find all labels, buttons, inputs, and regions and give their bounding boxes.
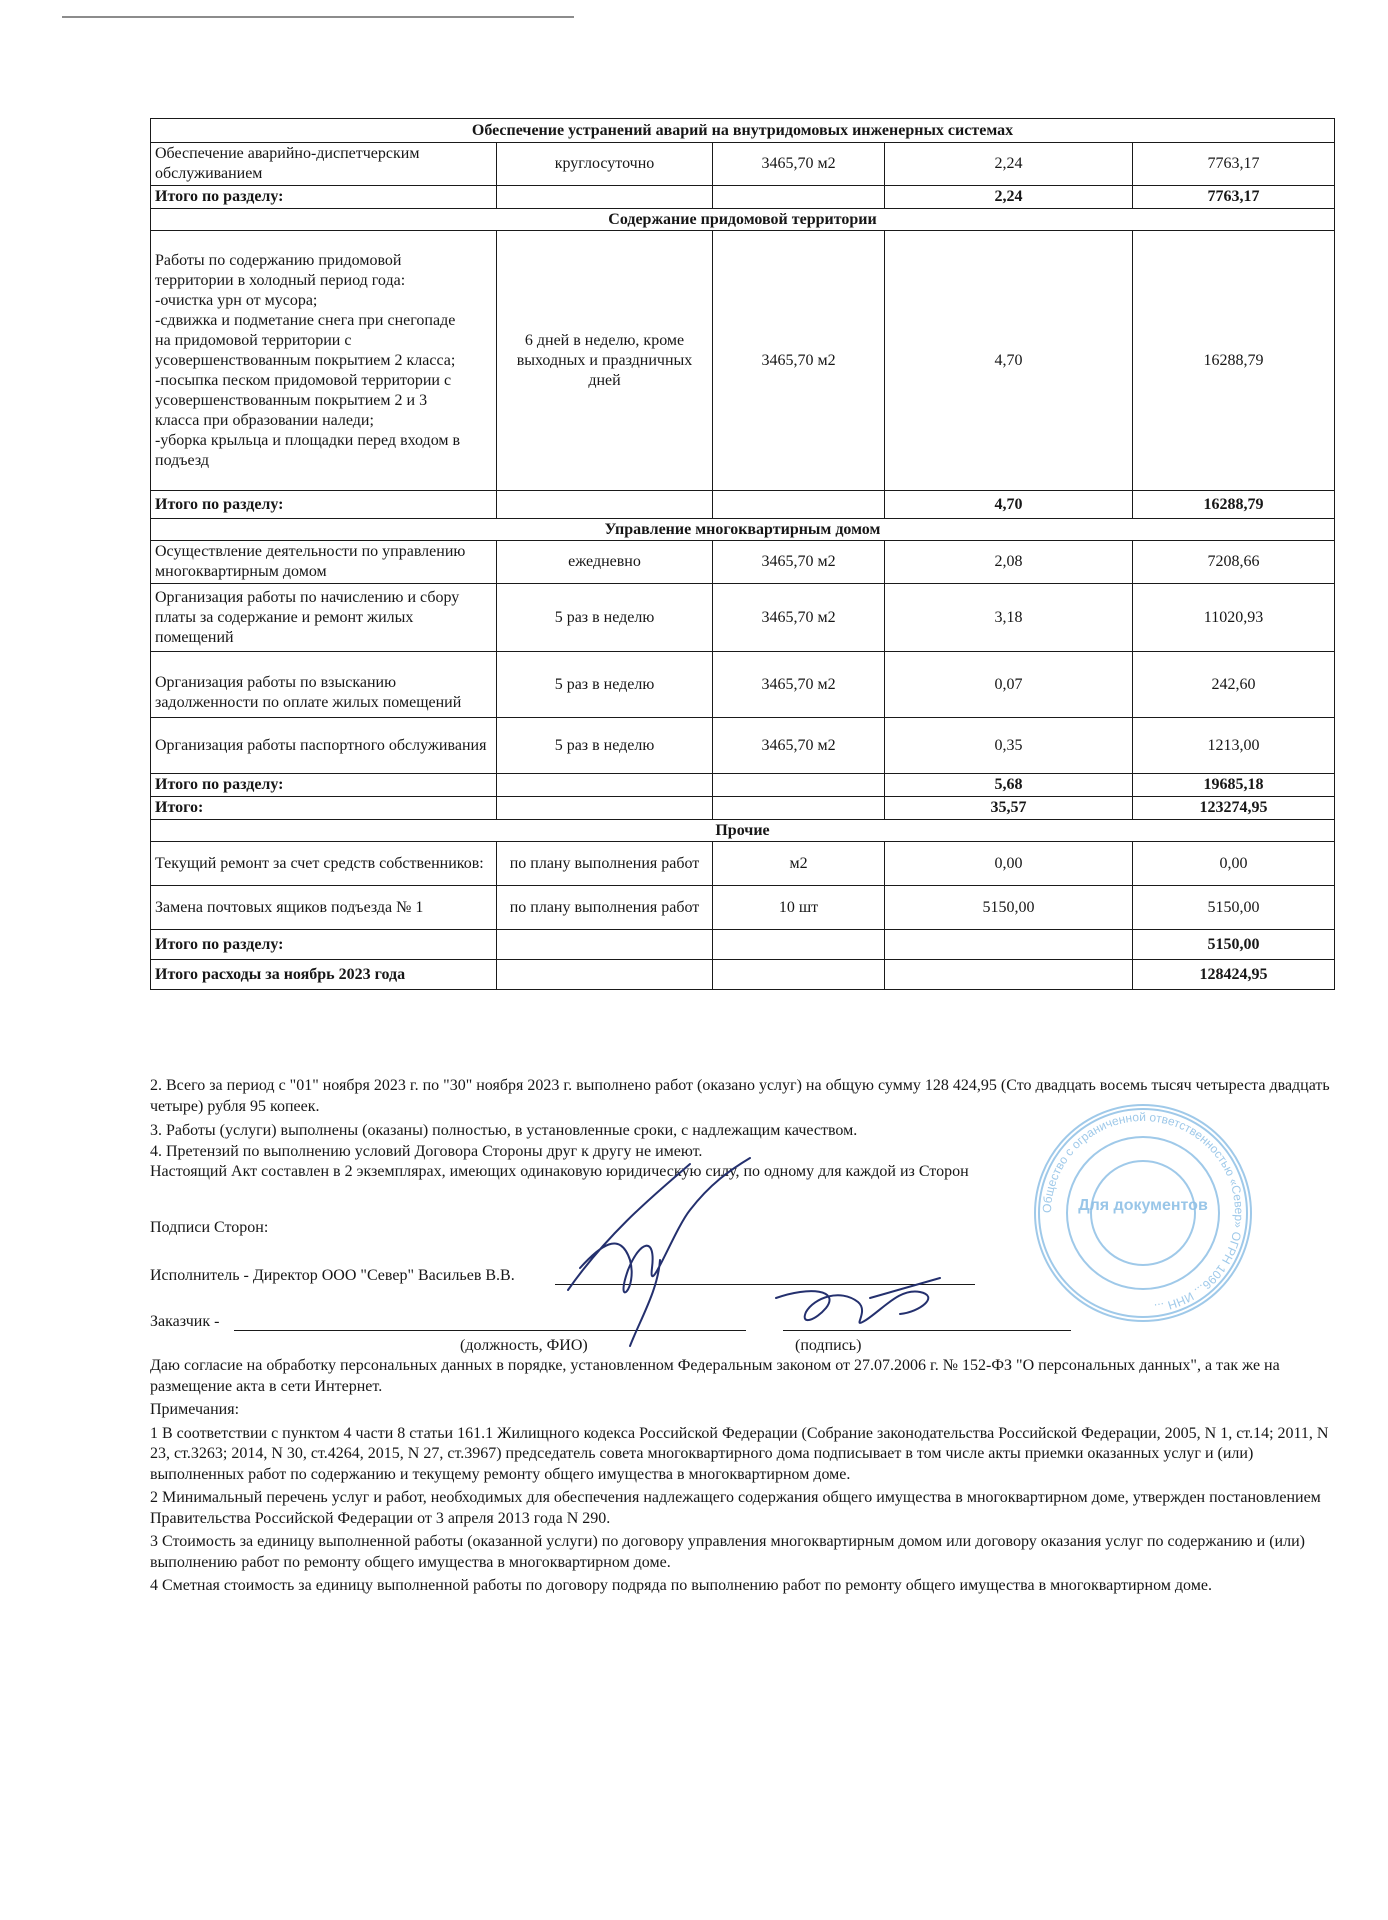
empty-cell: [713, 774, 885, 797]
service-name: Организация работы по взысканию задолженности по оплате жилых помещений: [151, 652, 497, 718]
service-sum: 1213,00: [1133, 718, 1335, 774]
name-line: -сдвижка и подметание снега при снегопаде: [155, 311, 456, 329]
service-rate: 2,24: [885, 143, 1133, 186]
service-sum: 16288,79: [1133, 231, 1335, 491]
copies-paragraph: Настоящий Акт составлен в 2 экземплярах, имеющих одинаковую юридическую силу, по одному для каждой из Сторон: [150, 1163, 969, 1180]
service-rate: 0,00: [885, 842, 1133, 886]
name-line: усовершенствованным покрытием 2 класса;: [155, 351, 456, 369]
frequency-line: дней: [588, 371, 621, 389]
service-area: м2: [713, 842, 885, 886]
note-2: 2 Минимальный перечень услуг и работ, необходимых для обеспечения надлежащего содержания общего имущества в многоквартирном доме, утвержден постановлением Правительства Российской Федерации от 3 апреля 2013 года N 290.: [150, 1489, 1321, 1527]
service-frequency: [497, 231, 713, 491]
empty-cell: [497, 930, 713, 960]
service-area: 3465,70 м2: [713, 231, 885, 491]
total-rate: 5,68: [885, 774, 1133, 797]
quality-paragraph: 3. Работы (услуги) выполнены (оказаны) полностью, в установленные сроки, с надлежащим качеством.: [150, 1122, 858, 1139]
frequency-line: 6 дней в неделю, кроме: [524, 331, 685, 349]
service-name: Обеспечение аварийно-диспетчерским обслуживанием: [151, 143, 497, 186]
executor-handwritten-signature: [540, 1150, 780, 1350]
grand-total-rate: 35,57: [885, 797, 1133, 820]
service-frequency: круглосуточно: [497, 143, 713, 186]
grand-total-row: [151, 797, 1335, 820]
table-row: [151, 718, 1335, 774]
empty-cell: [885, 960, 1133, 990]
empty-cell: [713, 960, 885, 990]
position-caption: (должность, ФИО): [460, 1337, 588, 1354]
signatures-heading: Подписи Сторон:: [150, 1219, 269, 1236]
table-row: [151, 842, 1335, 886]
service-rate: 5150,00: [885, 886, 1133, 930]
total-label: Итого по разделу:: [151, 186, 497, 209]
table-row: [151, 541, 1335, 584]
section-title: Содержание придомовой территории: [151, 209, 1335, 231]
total-rate: 4,70: [885, 491, 1133, 519]
name-line: на придомовой территории с: [155, 331, 352, 349]
service-sum: 7763,17: [1133, 143, 1335, 186]
service-name: Организация работы по начислению и сбору платы за содержание и ремонт жилых помещений: [151, 584, 497, 652]
service-sum: 0,00: [1133, 842, 1335, 886]
service-sum: 7208,66: [1133, 541, 1335, 584]
service-rate: 0,07: [885, 652, 1133, 718]
section-total-row: [151, 930, 1335, 960]
section-header-row: [151, 119, 1335, 143]
service-sum: 5150,00: [1133, 886, 1335, 930]
note-1: 1 В соответствии с пунктом 4 части 8 статьи 161.1 Жилищного кодекса Российской Федерации (Собрание законодательства Российской Федерации, 2005, N 1, ст.14; 2011, N 23, ст.3263; 2014, N 30, ст.4264, 2015, N 27, ст.3967) председатель совета многоквартирного дома подписывает в том числе акты приемки оказанных услуг и (или) выполненных работ по содержанию и текущему ремонту общего имущества в многоквартирном доме.: [150, 1424, 1329, 1483]
empty-cell: [713, 930, 885, 960]
month-total-sum: 128424,95: [1133, 960, 1335, 990]
signature-caption: (подпись): [795, 1337, 862, 1354]
service-frequency: по плану выполнения работ: [497, 842, 713, 886]
stamp-ring-text: Общество с ограниченной ответственностью «Север» ОГРН 1096... ИНН ...: [1039, 1109, 1247, 1316]
claims-paragraph: 4. Претензий по выполнению условий Договора Стороны друг к другу не имеют.: [150, 1142, 703, 1160]
service-rate: 2,08: [885, 541, 1133, 584]
empty-cell: [885, 930, 1133, 960]
total-label: Итого по разделу:: [151, 930, 497, 960]
name-line: подъезд: [155, 451, 209, 469]
empty-cell: [497, 186, 713, 209]
service-name: Текущий ремонт за счет средств собственников:: [151, 842, 497, 886]
section-header-row: [151, 519, 1335, 541]
service-rate: 4,70: [885, 231, 1133, 491]
empty-cell: [497, 491, 713, 519]
service-area: 3465,70 м2: [713, 584, 885, 652]
total-label: Итого по разделу:: [151, 774, 497, 797]
service-frequency: 5 раз в неделю: [497, 584, 713, 652]
name-line: класса при образовании наледи;: [155, 411, 374, 429]
service-area: 3465,70 м2: [713, 541, 885, 584]
note-4: 4 Сметная стоимость за единицу выполненной работы по договору подряда по выполнению работ по ремонту общего имущества в многоквартирном доме.: [150, 1577, 1212, 1594]
total-sum: 7763,17: [1133, 186, 1335, 209]
service-rate: 3,18: [885, 584, 1133, 652]
section-total-row: [151, 491, 1335, 519]
service-area: 3465,70 м2: [713, 718, 885, 774]
section-header-row: [151, 820, 1335, 842]
grand-total-label: Итого:: [151, 797, 497, 820]
services-table: [150, 118, 1335, 990]
table-row: [151, 584, 1335, 652]
section-header-row: [151, 209, 1335, 231]
service-rate: 0,35: [885, 718, 1133, 774]
note-3: 3 Стоимость за единицу выполненной работы (оказанной услуги) по договору управления многоквартирным домом или договору оказания услуг по содержанию и (или) выполнению работ по ремонту общего имущества в многоквартирном доме.: [150, 1533, 1305, 1571]
name-line: Работы по содержанию придомовой: [155, 251, 402, 269]
consent-paragraph: Даю согласие на обработку персональных данных в порядке, установленном Федеральным законом от 27.07.2006 г. № 152-ФЗ "О персональных данных", а так же на размещение акта в сети Интернет.: [150, 1357, 1280, 1395]
table-row: [151, 652, 1335, 718]
table-row: [151, 231, 1335, 491]
total-sum: 16288,79: [1133, 491, 1335, 519]
service-name: Осуществление деятельности по управлению многоквартирным домом: [151, 541, 497, 584]
total-rate: 2,24: [885, 186, 1133, 209]
service-sum: 242,60: [1133, 652, 1335, 718]
service-area: 3465,70 м2: [713, 143, 885, 186]
name-line: усовершенствованным покрытием 2 и 3: [155, 391, 428, 409]
empty-cell: [713, 797, 885, 820]
notes-heading: Примечания:: [150, 1401, 240, 1418]
name-line: территории в холодный период года:: [155, 271, 406, 289]
frequency-line: выходных и праздничных: [516, 351, 693, 369]
customer-handwritten-signature: [770, 1268, 950, 1348]
service-name: Замена почтовых ящиков подъезда № 1: [151, 886, 497, 930]
table-row: [151, 143, 1335, 186]
section-title: Прочие: [151, 820, 1335, 842]
total-amount-paragraph: 2. Всего за период с "01" ноября 2023 г. по "30" ноября 2023 г. выполнено работ (оказано услуг) на общую сумму 128 424,95 (Сто двадцать восемь тысяч четыреста двадцать четыре) рубля 95 копеек.: [150, 1077, 1330, 1115]
company-stamp: [1028, 1098, 1258, 1328]
name-line: -уборка крыльца и площадки перед входом в: [155, 431, 461, 449]
table-row: [151, 886, 1335, 930]
empty-cell: [497, 960, 713, 990]
section-title: Обеспечение устранений аварий на внутридомовых инженерных системах: [151, 119, 1335, 143]
executor-label: Исполнитель - Директор ООО "Север" Васильев В.В.: [150, 1267, 515, 1284]
service-area: 3465,70 м2: [713, 652, 885, 718]
total-sum: 5150,00: [1133, 930, 1335, 960]
service-name: [151, 231, 497, 491]
service-frequency: ежедневно: [497, 541, 713, 584]
section-total-row: [151, 186, 1335, 209]
scan-edge-line: [62, 16, 574, 18]
total-label: Итого по разделу:: [151, 491, 497, 519]
empty-cell: [497, 774, 713, 797]
empty-cell: [713, 186, 885, 209]
service-area: 10 шт: [713, 886, 885, 930]
service-sum: 11020,93: [1133, 584, 1335, 652]
stamp-center-text: Для документов: [1078, 1197, 1208, 1214]
grand-total-sum: 123274,95: [1133, 797, 1335, 820]
customer-label: Заказчик -: [150, 1313, 220, 1330]
total-sum: 19685,18: [1133, 774, 1335, 797]
service-frequency: 5 раз в неделю: [497, 652, 713, 718]
consent-and-notes: [150, 1356, 1334, 1597]
section-total-row: [151, 774, 1335, 797]
month-total-label: Итого расходы за ноябрь 2023 года: [151, 960, 497, 990]
service-frequency: 5 раз в неделю: [497, 718, 713, 774]
name-line: -очистка урн от мусора;: [155, 291, 318, 309]
empty-cell: [713, 491, 885, 519]
empty-cell: [497, 797, 713, 820]
month-total-row: [151, 960, 1335, 990]
name-line: -посыпка песком придомовой территории с: [155, 371, 452, 389]
section-title: Управление многоквартирным домом: [151, 519, 1335, 541]
service-name: Организация работы паспортного обслуживания: [151, 718, 497, 774]
service-frequency: по плану выполнения работ: [497, 886, 713, 930]
